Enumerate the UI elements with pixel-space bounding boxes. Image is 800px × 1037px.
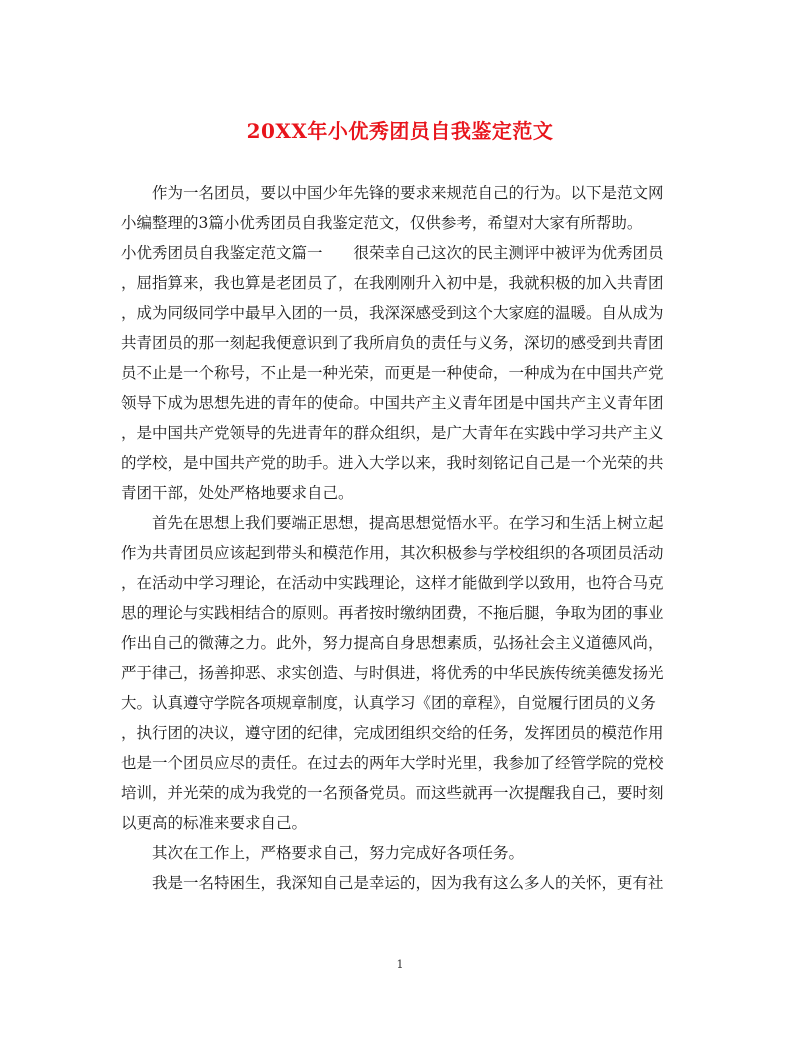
body-line: 领导下成为思想先进的青年的使命。中国共产主义青年团是中国共产主义青年团 [121,394,664,412]
body-line: 青团干部，处处严格地要求自己。 [121,484,354,502]
body-line: 小编整理的3篇小优秀团员自我鉴定范文，仅供参考，希望对大家有所帮助。 [121,214,643,232]
body-line: 严于律己，扬善抑恶、求实创造、与时俱进，将优秀的中华民族传统美德发扬光 [121,664,664,682]
document-body [121,178,681,898]
body-line: 以更高的标准来要求自己。 [121,814,308,832]
body-line: 共青团员的那一刻起我便意识到了我所肩负的责任与义务，深切的感受到共青团 [121,334,664,352]
body-line: 我是一名特困生，我深知自己是幸运的，因为我有这么多人的关怀，更有社 [152,874,664,892]
body-line: 的学校，是中国共产党的助手。进入大学以来，我时刻铭记自己是一个光荣的共 [121,454,664,472]
body-line: 小优秀团员自我鉴定范文篇一 很荣幸自己这次的民主测评中被评为优秀团员 [121,244,664,262]
body-line: 员不止是一个称号，不止是一种光荣，而更是一种使命，一种成为在中国共产党 [121,364,664,382]
body-line: ，在活动中学习理论，在活动中实践理论，这样才能做到学以致用，也符合马克 [121,574,664,592]
body-line: ，成为同级同学中最早入团的一员，我深深感受到这个大家庭的温暖。自从成为 [121,304,664,322]
body-line: 其次在工作上，严格要求自己，努力完成好各项任务。 [152,844,525,862]
body-line: 作为一名团员，要以中国少年先锋的要求来规范自己的行为。以下是范文网 [152,184,664,202]
body-line: ，屈指算来，我也算是老团员了，在我刚刚升入初中是，我就积极的加入共青团 [121,274,664,292]
body-line: 首先在思想上我们要端正思想，提高思想觉悟水平。在学习和生活上树立起 [152,514,664,532]
document-title: 20XX年小优秀团员自我鉴定范文 [246,119,554,143]
body-line: 作为共青团员应该起到带头和模范作用，其次积极参与学校组织的各项团员活动 [121,544,664,562]
body-line: 思的理论与实践相结合的原则。再者按时缴纳团费，不拖后腿，争取为团的事业 [121,604,664,622]
body-line: 大。认真遵守学院各项规章制度，认真学习《团的章程》，自觉履行团员的义务 [121,694,656,712]
body-line: ，是中国共产党领导的先进青年的群众组织，是广大青年在实践中学习共产主义 [121,424,664,442]
body-line: 培训，并光荣的成为我党的一名预备党员。而这些就再一次提醒我自己，要时刻 [121,784,664,802]
body-line: 作出自己的微薄之力。此外，努力提高自身思想素质，弘扬社会主义道德风尚， [121,634,664,652]
page-number: 1 [396,958,404,971]
body-line: ，执行团的决议，遵守团的纪律，完成团组织交给的任务，发挥团员的模范作用 [121,724,664,742]
body-line: 也是一个团员应尽的责任。在过去的两年大学时光里，我参加了经管学院的党校 [121,754,664,772]
